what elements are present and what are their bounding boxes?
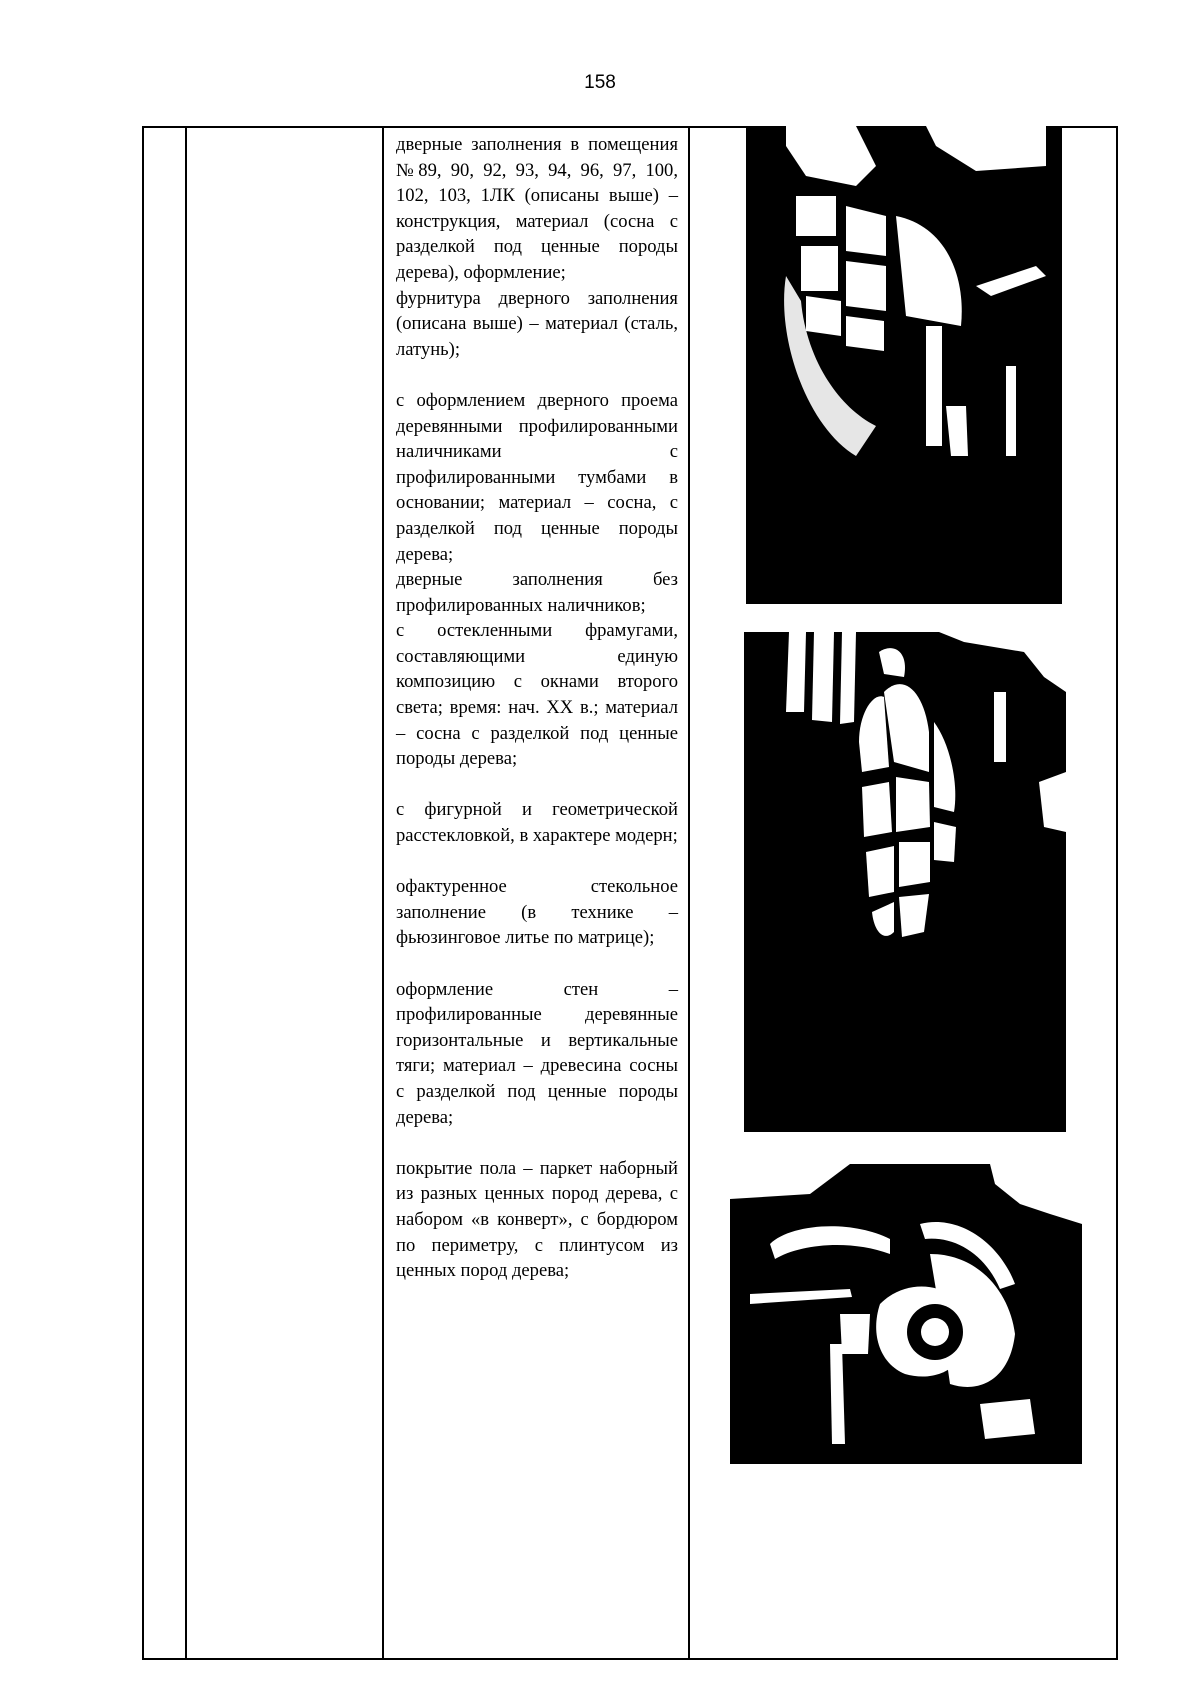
photo-interior-window-arch: [746, 126, 1062, 604]
description-paragraph: дверные заполнения без профилированных наличников;: [396, 569, 678, 616]
description-paragraph: оформление стен – профилированные деревянные горизонтальные и вертикальные тяги; материал – древесина сосны с разделкой под ценные породы дерева;: [396, 978, 678, 1128]
paragraph-gap: [396, 849, 678, 875]
column-divider: [185, 128, 187, 1658]
description-paragraph: офактуренное стекольное заполнение (в технике – фьюзинговое литье по матрице);: [396, 876, 678, 949]
description-paragraph: с фигурной и геометрической расстекловкой, в характере модерн;: [396, 799, 678, 847]
description-paragraph: с остекленными фрамугами, составляющими единую композицию с окнами второго света; время: нач. XX в.; материал – сосна с разделкой под ценные породы дерева;: [396, 620, 678, 770]
paragraph-gap: [396, 362, 678, 388]
description-paragraph: фурнитура дверного заполнения (описана выше) – материал (сталь, латунь);: [396, 287, 678, 360]
description-paragraph: дверные заполнения в помещения №89, 90, 92, 93, 94, 96, 97, 100, 102, 103, 1ЛК (описаны выше) – конструкция, материал (сосна с разделкой под ценные породы дерева), оформление;: [396, 134, 678, 283]
page-number: 158: [584, 72, 616, 93]
paragraph-gap: [396, 951, 678, 977]
photo-interior-tall-windows: [744, 632, 1066, 1132]
description-paragraph: покрытие пола – паркет наборный из разных ценных пород дерева, с набором «в конверт», с бордюром по периметру, с плинтусом из ценных пород дерева;: [396, 1157, 678, 1282]
photo-interior-round-window-image: [730, 1164, 1082, 1464]
column-divider: [688, 128, 690, 1658]
paragraph-gap: [396, 1130, 678, 1156]
photo-interior-tall-windows-image: [744, 632, 1066, 1132]
description-paragraph: с оформлением дверного проема деревянными профилированными наличниками с профилированными тумбами в основании; материал – сосна, с разделкой под ценные породы дерева;: [396, 389, 678, 565]
column-divider: [382, 128, 384, 1658]
description-column: [396, 132, 678, 1284]
photo-interior-window-arch-image: [746, 126, 1062, 604]
paragraph-gap: [396, 772, 678, 798]
photo-interior-round-window: [730, 1164, 1082, 1464]
